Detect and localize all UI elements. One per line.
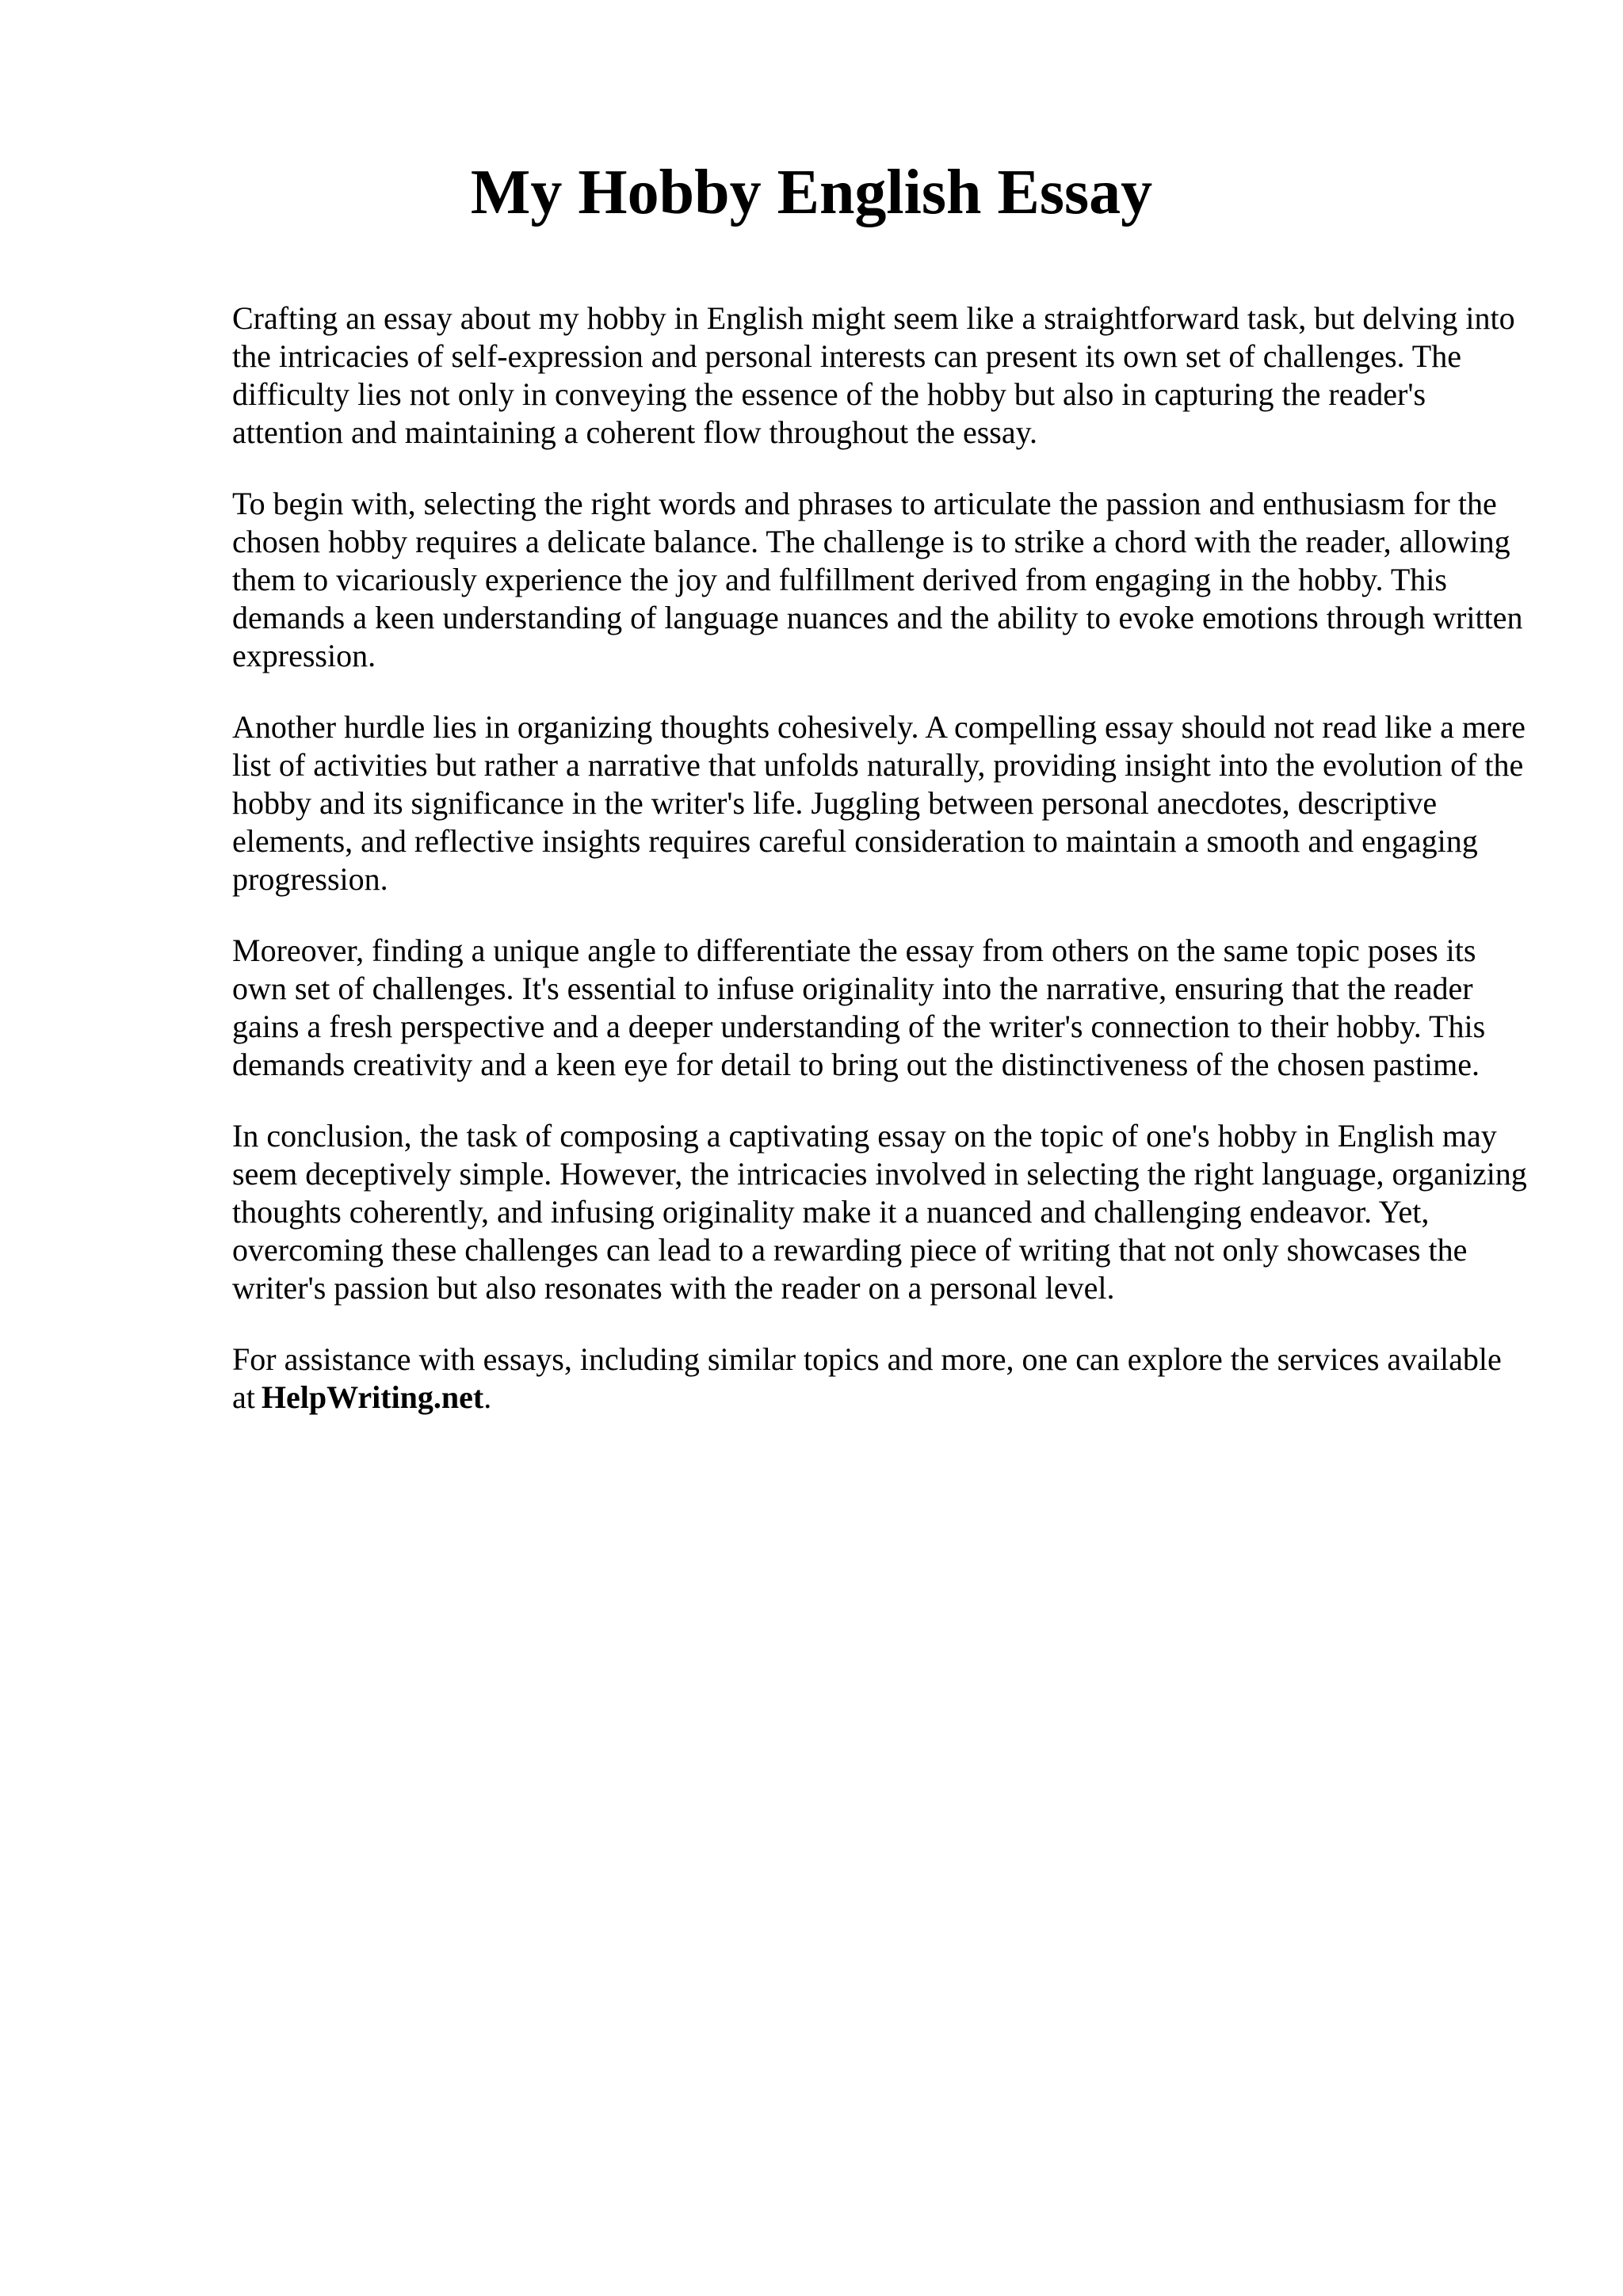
paragraph-1: Crafting an essay about my hobby in English might seem like a straightforward task, but delving into the intricacies of self-expression and personal interests can present its own set of challenges. The difficulty lies not only in conveying the essence of the hobby but also in capturing the reader's attention and maintaining a coherent flow throughout the essay.	[232, 300, 1515, 450]
closing-text: For assistance with essays, including similar topics and more, one can explore the services available at	[232, 1341, 1502, 1415]
essay-body	[232, 299, 1532, 1450]
paragraph-2: To begin with, selecting the right words and phrases to articulate the passion and enthusiasm for the chosen hobby requires a delicate balance. The challenge is to strike a chord with the reader, allowing them to vicariously experience the joy and fulfillment derived from engaging in the hobby. This demands a keen understanding of language nuances and the ability to evoke emotions through written expression.	[232, 486, 1523, 673]
paragraph-4: Moreover, finding a unique angle to differentiate the essay from others on the same topic poses its own set of challenges. It's essential to infuse originality into the narrative, ensuring that the reader gains a fresh perspective and a deeper understanding of the writer's connection to their hobby. This demands creativity and a keen eye for detail to bring out the distinctiveness of the chosen pastime.	[232, 933, 1486, 1082]
page-title: My Hobby English Essay	[470, 158, 1153, 227]
paragraph-3: Another hurdle lies in organizing thoughts cohesively. A compelling essay should not read like a mere list of activities but rather a narrative that unfolds naturally, providing insight into the evolution of the hobby and its significance in the writer's life. Juggling between personal anecdotes, descriptive elements, and reflective insights requires careful consideration to maintain a smooth and engaging progression.	[232, 709, 1526, 897]
closing-paragraph	[232, 1341, 1532, 1417]
closing-period: .	[483, 1379, 492, 1415]
paragraph-5: In conclusion, the task of composing a captivating essay on the topic of one's hobby in English may seem deceptively simple. However, the intricacies involved in selecting the right language, organizing thoughts coherently, and infusing originality make it a nuanced and challenging endeavor. Yet, overcoming these challenges can lead to a rewarding piece of writing that not only showcases the writer's passion but also resonates with the reader on a personal level.	[232, 1118, 1527, 1306]
helpwriting-reference: HelpWriting.net	[261, 1379, 484, 1415]
